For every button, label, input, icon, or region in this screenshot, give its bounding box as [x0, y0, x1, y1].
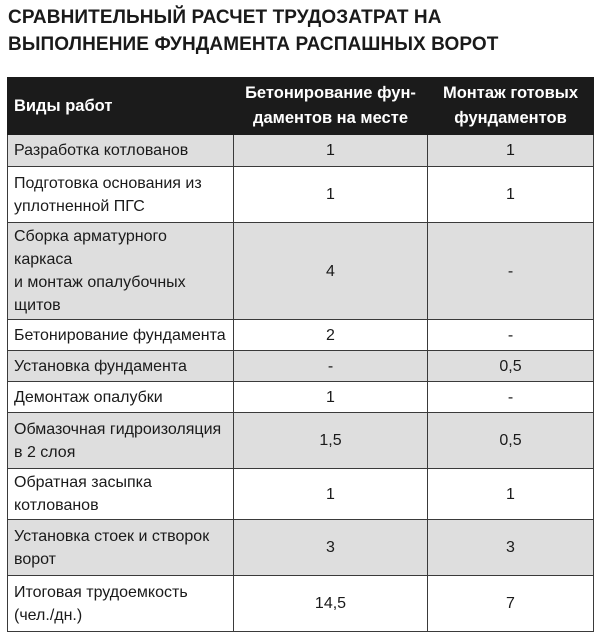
table-header: [8, 78, 594, 135]
cell-prefab: -: [428, 223, 594, 320]
cell-prefab: 3: [428, 520, 594, 576]
row-label-line-1: Установка стоек и створок: [14, 527, 210, 545]
table-row: [8, 520, 594, 576]
cell-cast: 3: [234, 520, 428, 576]
title-line-1: СРАВНИТЕЛЬНЫЙ РАСЧЕТ ТРУДОЗАТРАТ НА: [8, 7, 442, 28]
header-cast-line-1: Бетонирование фун-: [245, 84, 416, 102]
cell-cast: 4: [234, 223, 428, 320]
cell-cast: 1: [234, 167, 428, 223]
row-label-line-2: уплотненной ПГС: [14, 197, 145, 215]
header-cast-line-2: даментов на месте: [253, 109, 408, 127]
header-prefab-line-2: фундаментов: [454, 109, 567, 127]
header-work-types: Виды работ: [8, 78, 234, 135]
labor-comparison-table: [7, 77, 594, 632]
row-label-line-1: Обмазочная гидроизоляция: [14, 420, 222, 438]
document-title: [8, 4, 592, 58]
row-label-line-1: Разработка котлованов: [14, 142, 189, 159]
cell-cast: 1: [234, 135, 428, 167]
table-row-total: [8, 576, 594, 632]
cell-prefab: 1: [428, 167, 594, 223]
table-body: [8, 135, 594, 632]
row-label-line-1: Демонтаж опалубки: [14, 388, 163, 406]
cell-prefab: 7: [428, 576, 594, 632]
row-label: [8, 351, 234, 382]
cell-cast: 1,5: [234, 413, 428, 469]
cell-cast: 1: [234, 382, 428, 413]
row-label-line-2: (чел./дн.): [14, 606, 83, 624]
cell-prefab: -: [428, 320, 594, 351]
cell-prefab: 1: [428, 469, 594, 520]
row-label-line-1: Обратная засыпка котлованов: [14, 474, 152, 514]
cell-cast: 2: [234, 320, 428, 351]
row-label-line-2: и монтаж опалубочных щитов: [14, 274, 186, 314]
row-label: [8, 135, 234, 167]
cell-prefab: 0,5: [428, 413, 594, 469]
cell-prefab: -: [428, 382, 594, 413]
row-label-line-1: Сборка арматурного каркаса: [14, 228, 167, 268]
row-label: [8, 576, 234, 632]
row-label-line-1: Бетонирование фундамента: [14, 326, 226, 344]
header-cast-in-place: [234, 78, 428, 135]
row-label: [8, 520, 234, 576]
cell-cast: -: [234, 351, 428, 382]
row-label-line-1: Подготовка основания из: [14, 174, 202, 192]
row-label: [8, 382, 234, 413]
row-label-line-1: Итоговая трудоемкость: [14, 583, 188, 601]
table-row: [8, 413, 594, 469]
row-label-line-2: в 2 слоя: [14, 443, 76, 461]
row-label: [8, 320, 234, 351]
table-row: [8, 167, 594, 223]
table-row: [8, 469, 594, 520]
row-label: [8, 167, 234, 223]
row-label-line-2: ворот: [14, 550, 56, 568]
row-label-line-1: Установка фундамента: [14, 357, 187, 375]
table-row: [8, 351, 594, 382]
row-label: [8, 223, 234, 320]
header-prefab-line-1: Монтаж готовых: [442, 84, 578, 102]
row-label: [8, 413, 234, 469]
title-line-2: ВЫПОЛНЕНИЕ ФУНДАМЕНТА РАСПАШНЫХ ВОРОТ: [8, 34, 499, 55]
cell-prefab: 0,5: [428, 351, 594, 382]
cell-cast: 14,5: [234, 576, 428, 632]
table-row: [8, 135, 594, 167]
header-prefab: [428, 78, 594, 135]
table-row: [8, 223, 594, 320]
cell-prefab: 1: [428, 135, 594, 167]
table-row: [8, 382, 594, 413]
table-row: [8, 320, 594, 351]
cell-cast: 1: [234, 469, 428, 520]
row-label: [8, 469, 234, 520]
